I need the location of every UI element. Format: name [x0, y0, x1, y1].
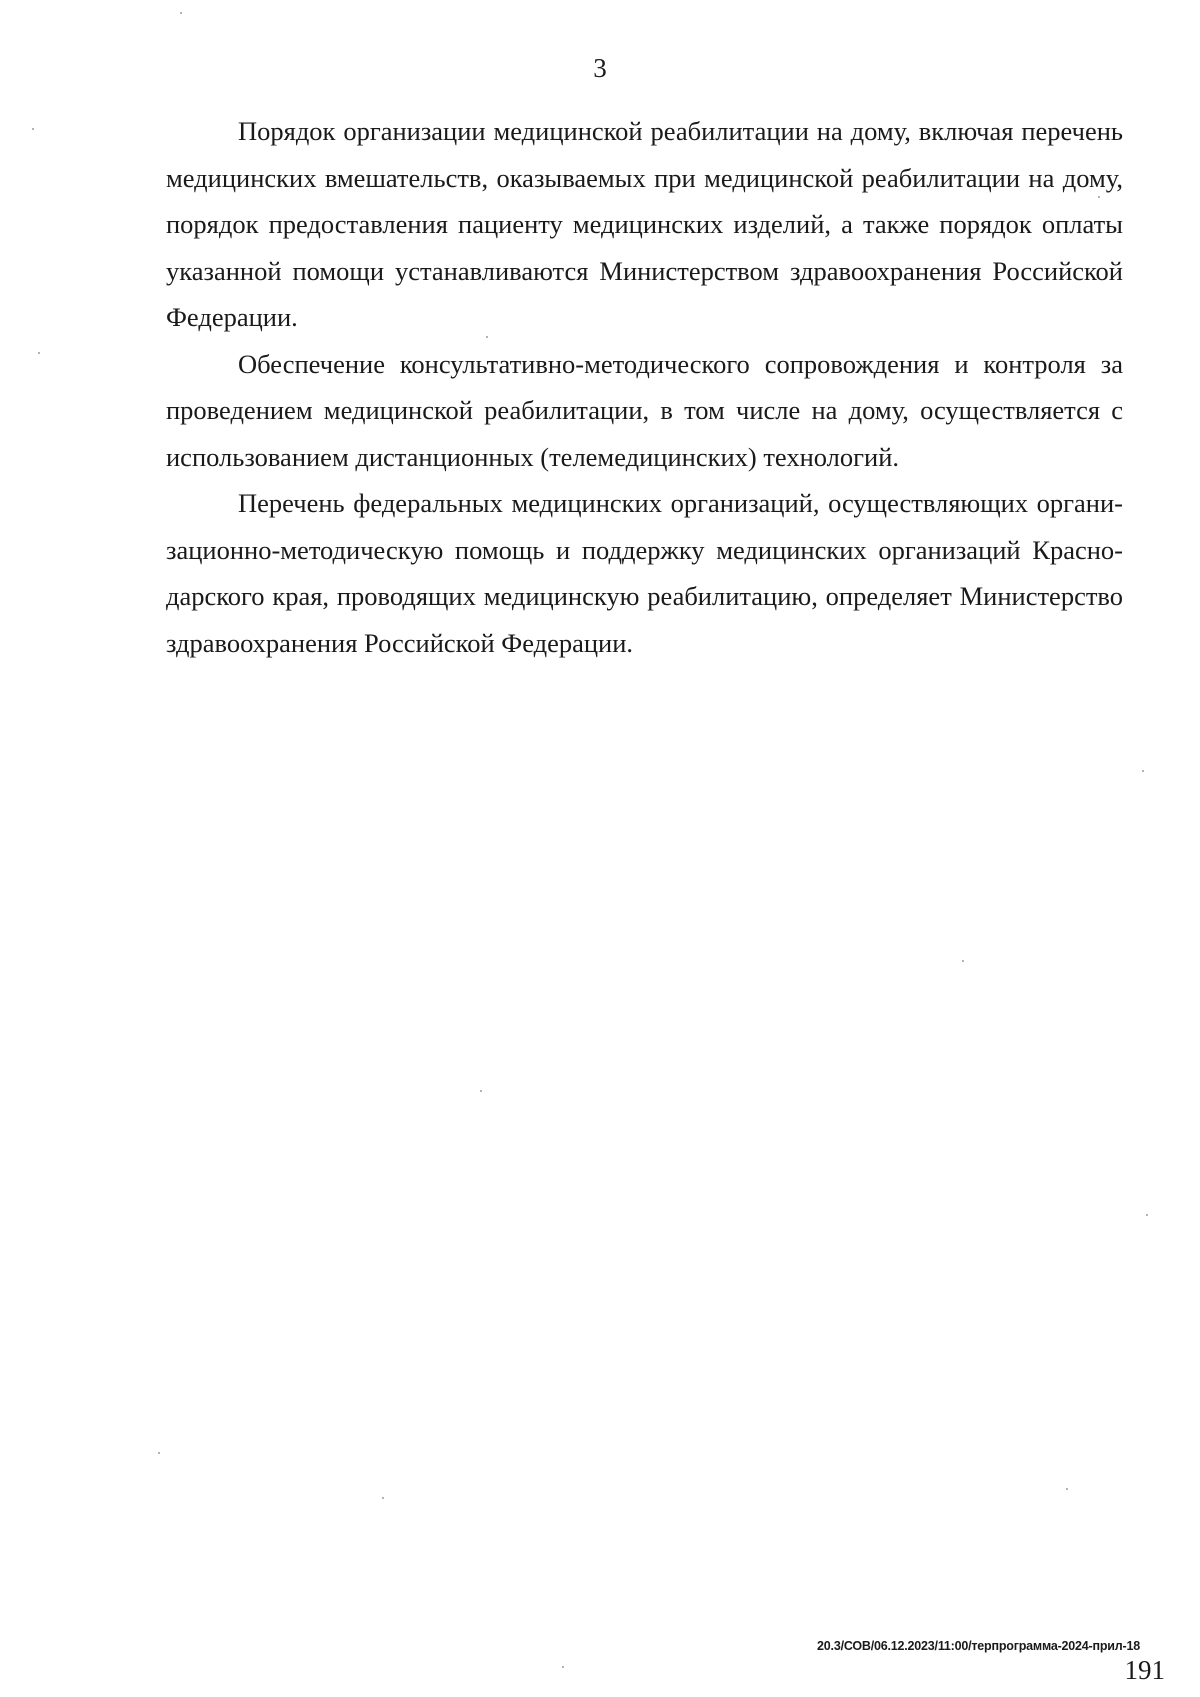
scan-speck — [180, 12, 182, 14]
document-body — [166, 108, 1123, 666]
scan-speck — [562, 1666, 564, 1668]
document-registration-code: 20.3/СОВ/06.12.2023/11:00/терпрограмма-2024-прил-18 — [817, 1639, 1140, 1653]
scan-speck — [1066, 1488, 1068, 1490]
paragraph-home-rehabilitation: Порядок организации медицинской реабилитации на дому, включая перечень медицинских вмешательств, оказываемых при медицинской реабилитации на дому, порядок предоставления пациенту медицинских изделий, а также порядок оплаты указанной помощи устанавливаются Министерством здравоохранения Российской Федерации. — [166, 116, 1123, 332]
scan-speck — [158, 1452, 160, 1454]
sheet-number: 191 — [1124, 1655, 1165, 1685]
scan-speck — [1098, 196, 1100, 198]
scan-speck — [486, 336, 488, 338]
scan-speck — [1142, 770, 1144, 772]
paragraph-telemedicine-support: Обеспечение консультативно-методического сопровождения и контроля за проведением медицинской реабилитации, в том числе на дому, осуществляется с использованием дистанционных (телемедицинских) технологий. — [166, 348, 1123, 472]
scan-speck — [38, 352, 40, 354]
scan-speck — [962, 960, 964, 962]
scan-speck — [382, 1497, 384, 1499]
scan-speck — [1146, 1214, 1148, 1216]
page-number: 3 — [593, 53, 607, 83]
scan-speck — [480, 1090, 482, 1092]
paragraph-federal-organizations: Перечень федеральных медицинских организаций, осуществляющих организационно-методическую помощь и поддержку медицинских организаций Краснодарского края, проводящих медицинскую реабилитацию, определяет Министерство здравоохранения Российской Федерации. — [166, 488, 1123, 658]
scan-speck — [32, 128, 34, 130]
